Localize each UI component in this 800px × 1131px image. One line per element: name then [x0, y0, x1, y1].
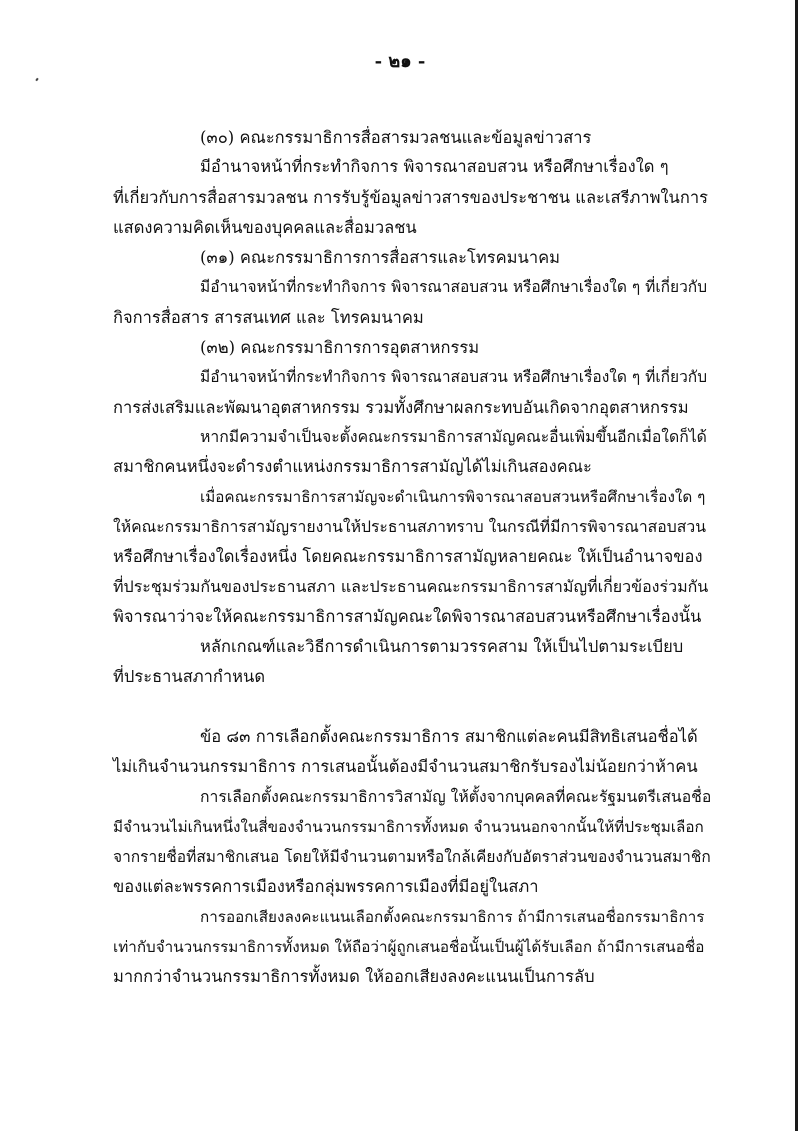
paragraph-line: ที่ประธานสภากำหนด: [113, 667, 266, 686]
committee-30-body-line: แสดงความคิดเห็นของบุคคลและสื่อมวลชน: [113, 218, 417, 237]
scan-speck: [35, 78, 38, 82]
paragraph-line: หากมีความจำเป็นจะตั้งคณะกรรมาธิการสามัญคณะอื่นเพิ่มขึ้นอีกเมื่อใดก็ได้: [200, 427, 707, 446]
committee-32-heading: (๓๒) คณะกรรมาธิการการอุตสาหกรรม: [200, 338, 480, 357]
committee-30-body-line: มีอำนาจหน้าที่กระทำกิจการ พิจารณาสอบสวน หรือศึกษาเรื่องใด ๆ: [200, 157, 669, 176]
page-number: - ๒๑ -: [374, 51, 426, 72]
committee-32-body-line: การส่งเสริมและพัฒนาอุตสาหกรรม รวมทั้งศึกษาผลกระทบอันเกิดจากอุตสาหกรรม: [113, 398, 689, 417]
paragraph-line: ที่ประชุมร่วมกันของประธานสภา และประธานคณะกรรมาธิการสามัญที่เกี่ยวข้องร่วมกัน: [113, 577, 709, 596]
clause-83-line: เท่ากับจำนวนกรรมาธิการทั้งหมด ให้ถือว่าผู้ถูกเสนอชื่อนั้นเป็นผู้ได้รับเลือก ถ้ามีการเสนอชื่อ: [113, 938, 705, 956]
paragraph-line: เมื่อคณะกรรมาธิการสามัญจะดำเนินการพิจารณาสอบสวนหรือศึกษาเรื่องใด ๆ: [200, 488, 706, 506]
committee-30-body-line: ที่เกี่ยวกับการสื่อสารมวลชน การรับรู้ข้อมูลข่าวสารของประชาชน และเสรีภาพในการ: [113, 188, 708, 207]
committee-31-body-line: กิจการสื่อสาร สารสนเทศ และ โทรคมนาคม: [113, 308, 424, 327]
clause-83-line: ไม่เกินจำนวนกรรมาธิการ การเสนอนั้นต้องมีจำนวนสมาชิกรับรองไม่น้อยกว่าห้าคน: [113, 757, 698, 776]
committee-31-body-line: มีอำนาจหน้าที่กระทำกิจการ พิจารณาสอบสวน หรือศึกษาเรื่องใด ๆ ที่เกี่ยวกับ: [200, 278, 708, 296]
scan-edge-line: [795, 0, 798, 1131]
clause-83-heading-line: ข้อ ๘๓ การเลือกตั้งคณะกรรมาธิการ สมาชิกแต่ละคนมีสิทธิเสนอชื่อได้: [200, 727, 698, 746]
paragraph-line: พิจารณาว่าจะให้คณะกรรมาธิการสามัญคณะใดพิจารณาสอบสวนหรือศึกษาเรื่องนั้น: [113, 607, 702, 626]
clause-83-line: มากกว่าจำนวนกรรมาธิการทั้งหมด ให้ออกเสียงลงคะแนนเป็นการลับ: [113, 967, 595, 986]
committee-31-heading: (๓๑) คณะกรรมาธิการการสื่อสารและโทรคมนาคม: [200, 248, 561, 267]
clause-83-line: การออกเสียงลงคะแนนเลือกตั้งคณะกรรมาธิการ ถ้ามีการเสนอชื่อกรรมาธิการ: [200, 908, 705, 926]
paragraph-line: สมาชิกคนหนึ่งจะดำรงตำแหน่งกรรมาธิการสามัญได้ไม่เกินสองคณะ: [113, 457, 592, 476]
paragraph-line: ให้คณะกรรมาธิการสามัญรายงานให้ประธานสภาทราบ ในกรณีที่มีการพิจารณาสอบสวน: [113, 517, 706, 536]
committee-32-body-line: มีอำนาจหน้าที่กระทำกิจการ พิจารณาสอบสวน หรือศึกษาเรื่องใด ๆ ที่เกี่ยวกับ: [200, 368, 708, 386]
clause-83-line: ของแต่ละพรรคการเมืองหรือกลุ่มพรรคการเมืองที่มีอยู่ในสภา: [113, 877, 539, 896]
paragraph-line: หรือศึกษาเรื่องใดเรื่องหนึ่ง โดยคณะกรรมาธิการสามัญหลายคณะ ให้เป็นอำนาจของ: [113, 547, 703, 566]
clause-83-line: จากรายชื่อที่สมาชิกเสนอ โดยให้มีจำนวนตามหรือใกล้เคียงกับอัตราส่วนของจำนวนสมาชิก: [113, 848, 711, 866]
paragraph-line: หลักเกณฑ์และวิธีการดำเนินการตามวรรคสาม ให้เป็นไปตามระเบียบ: [200, 637, 684, 656]
clause-83-line: การเลือกตั้งคณะกรรมาธิการวิสามัญ ให้ตั้งจากบุคคลที่คณะรัฐมนตรีเสนอชื่อ: [200, 787, 712, 806]
clause-83-line: มีจำนวนไม่เกินหนึ่งในสี่ของจำนวนกรรมาธิการทั้งหมด จำนวนนอกจากนั้นให้ที่ประชุมเลือก: [113, 818, 704, 836]
committee-30-heading: (๓๐) คณะกรรมาธิการสื่อสารมวลชนและข้อมูลข่าวสาร: [200, 128, 592, 147]
